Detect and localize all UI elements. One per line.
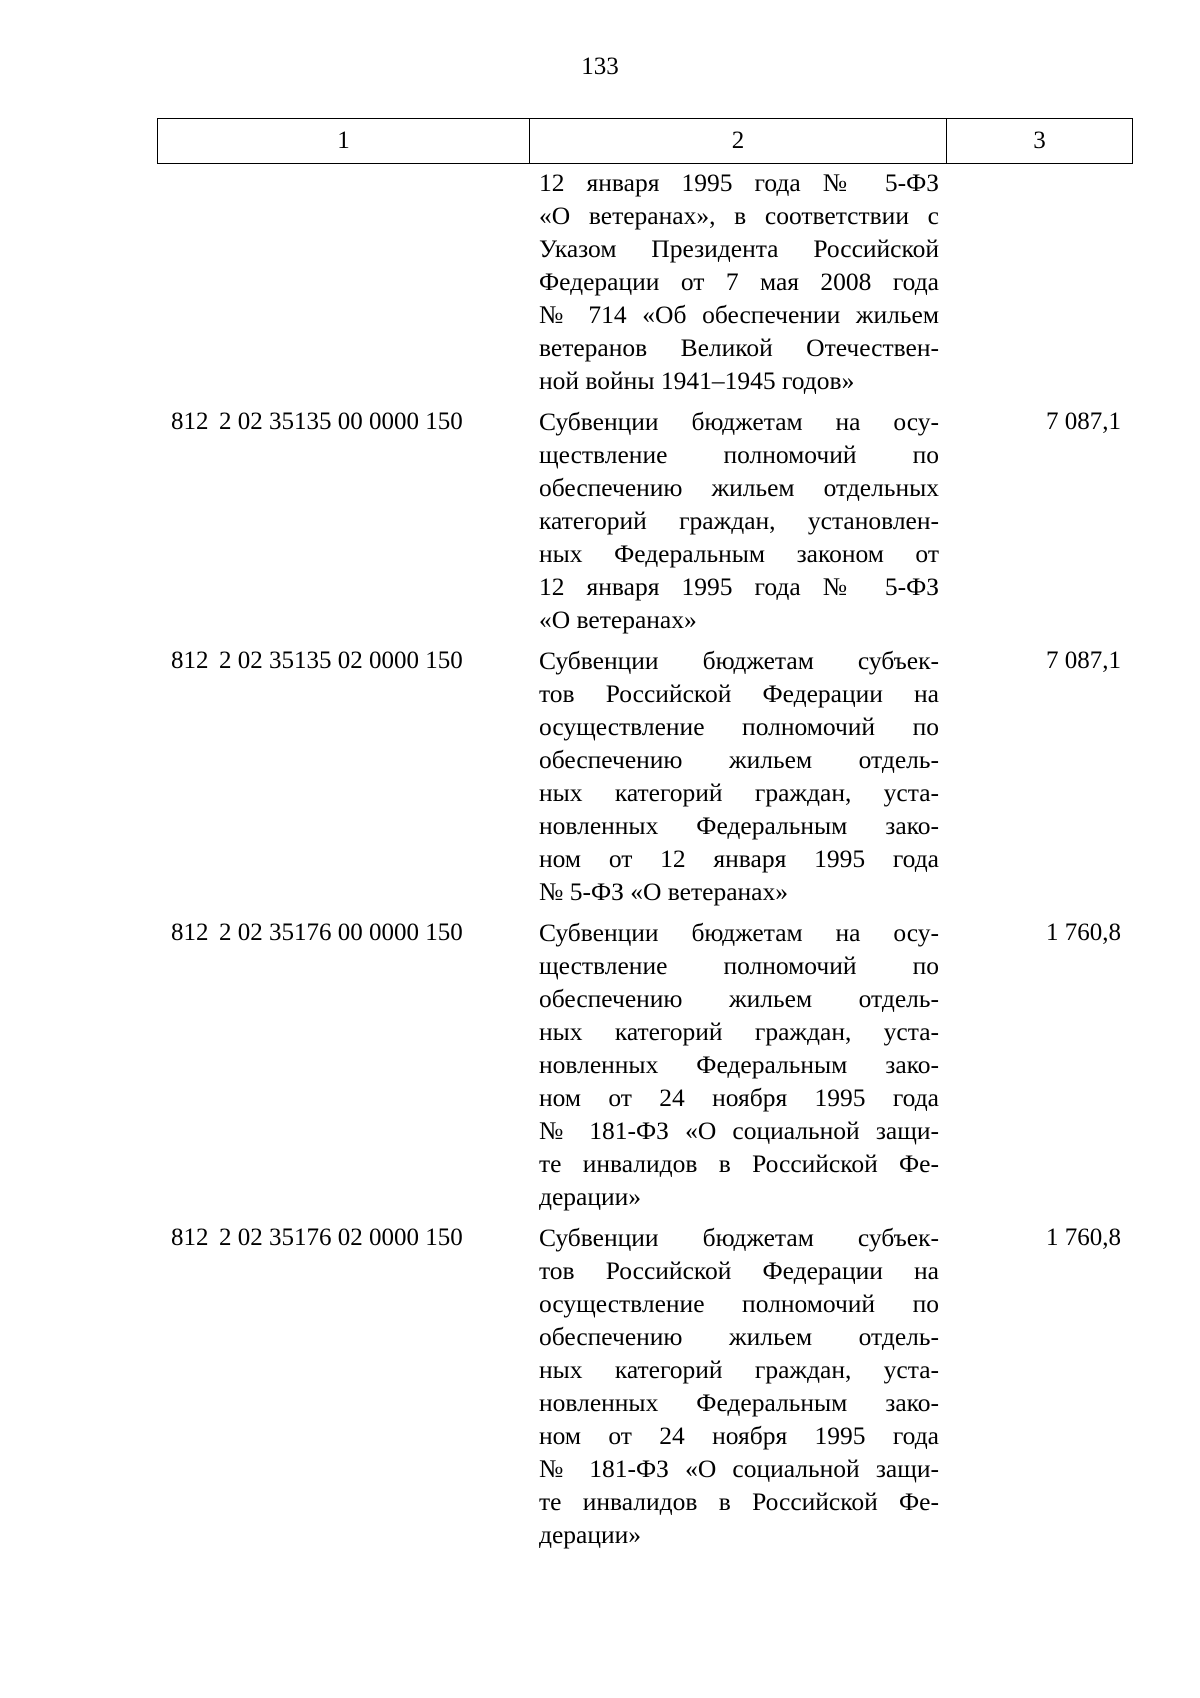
revenue-name-cell bbox=[539, 644, 939, 908]
name-line: ществление полномочий по bbox=[539, 951, 939, 980]
name-line: ных категорий граждан, уста- bbox=[539, 1017, 939, 1046]
table-row bbox=[157, 166, 1133, 397]
revenue-name-cell bbox=[539, 166, 939, 397]
name-line: обеспечению жильем отдельных bbox=[539, 473, 939, 502]
name-line: Федерации от 7 мая 2008 года bbox=[539, 267, 939, 296]
table-header bbox=[157, 118, 1133, 164]
name-line: тов Российской Федерации на bbox=[539, 1256, 939, 1285]
header-col-3: 3 bbox=[1033, 127, 1046, 154]
revenue-name-cell bbox=[539, 1221, 939, 1551]
revenue-name-cell bbox=[539, 916, 939, 1213]
page-number: 133 bbox=[581, 53, 619, 80]
name-line: № 5-ФЗ «О ветеранах» bbox=[539, 877, 788, 906]
name-line: обеспечению жильем отдель- bbox=[539, 745, 939, 774]
name-line: те инвалидов в Российской Фе- bbox=[539, 1487, 939, 1516]
name-line: ветеранов Великой Отечествен- bbox=[539, 333, 939, 362]
name-line: дерации» bbox=[539, 1520, 642, 1549]
amount-cell: 1 760,8 bbox=[1046, 1224, 1121, 1251]
name-line: 12 января 1995 года № 5-ФЗ bbox=[539, 572, 939, 601]
name-line: осуществление полномочий по bbox=[539, 1289, 939, 1318]
table-row bbox=[157, 644, 1133, 908]
name-line: ном от 24 ноября 1995 года bbox=[539, 1083, 939, 1112]
name-line: обеспечению жильем отдель- bbox=[539, 984, 939, 1013]
name-line: «О ветеранах», в соответствии с bbox=[539, 201, 939, 230]
header-col-1: 1 bbox=[158, 119, 530, 163]
name-line: категорий граждан, установлен- bbox=[539, 506, 939, 535]
name-line: ных категорий граждан, уста- bbox=[539, 1355, 939, 1384]
budget-code-cell: 2 02 35135 02 0000 150 bbox=[219, 647, 463, 674]
budget-code-cell: 2 02 35135 00 0000 150 bbox=[219, 408, 463, 435]
name-line: ной войны 1941–1945 годов» bbox=[539, 366, 855, 395]
admin-code-cell: 812 bbox=[171, 919, 209, 946]
table-row bbox=[157, 1221, 1133, 1551]
budget-code-cell: 2 02 35176 02 0000 150 bbox=[219, 1224, 463, 1251]
name-line: ных Федеральным законом от bbox=[539, 539, 939, 568]
table-row bbox=[157, 916, 1133, 1213]
name-line: ном от 24 ноября 1995 года bbox=[539, 1421, 939, 1450]
amount-cell: 7 087,1 bbox=[1046, 647, 1121, 674]
name-line: Субвенции бюджетам субъек- bbox=[539, 1223, 939, 1252]
admin-code-cell: 812 bbox=[171, 408, 209, 435]
admin-code-cell: 812 bbox=[171, 647, 209, 674]
amount-cell: 1 760,8 bbox=[1046, 919, 1121, 946]
name-line: № 181-ФЗ «О социальной защи- bbox=[539, 1454, 939, 1483]
name-line: новленных Федеральным зако- bbox=[539, 1388, 939, 1417]
name-line: Субвенции бюджетам на осу- bbox=[539, 407, 939, 436]
budget-code-cell: 2 02 35176 00 0000 150 bbox=[219, 919, 463, 946]
name-line: ществление полномочий по bbox=[539, 440, 939, 469]
name-line: Указом Президента Российской bbox=[539, 234, 939, 263]
name-line: ном от 12 января 1995 года bbox=[539, 844, 939, 873]
header-col-2: 2 bbox=[530, 119, 947, 163]
name-line: № 181-ФЗ «О социальной защи- bbox=[539, 1116, 939, 1145]
name-line: № 714 «Об обеспечении жильем bbox=[539, 300, 939, 329]
name-line: Субвенции бюджетам на осу- bbox=[539, 918, 939, 947]
name-line: Субвенции бюджетам субъек- bbox=[539, 646, 939, 675]
name-line: дерации» bbox=[539, 1182, 642, 1211]
name-line: ных категорий граждан, уста- bbox=[539, 778, 939, 807]
name-line: «О ветеранах» bbox=[539, 605, 697, 634]
name-line: обеспечению жильем отдель- bbox=[539, 1322, 939, 1351]
name-line: новленных Федеральным зако- bbox=[539, 1050, 939, 1079]
table-body bbox=[157, 166, 1133, 1559]
name-line: осуществление полномочий по bbox=[539, 712, 939, 741]
name-line: 12 января 1995 года № 5-ФЗ bbox=[539, 168, 939, 197]
admin-code-cell: 812 bbox=[171, 1224, 209, 1251]
revenue-name-cell bbox=[539, 405, 939, 636]
name-line: тов Российской Федерации на bbox=[539, 679, 939, 708]
table-row bbox=[157, 405, 1133, 636]
amount-cell: 7 087,1 bbox=[1046, 408, 1121, 435]
name-line: те инвалидов в Российской Фе- bbox=[539, 1149, 939, 1178]
name-line: новленных Федеральным зако- bbox=[539, 811, 939, 840]
